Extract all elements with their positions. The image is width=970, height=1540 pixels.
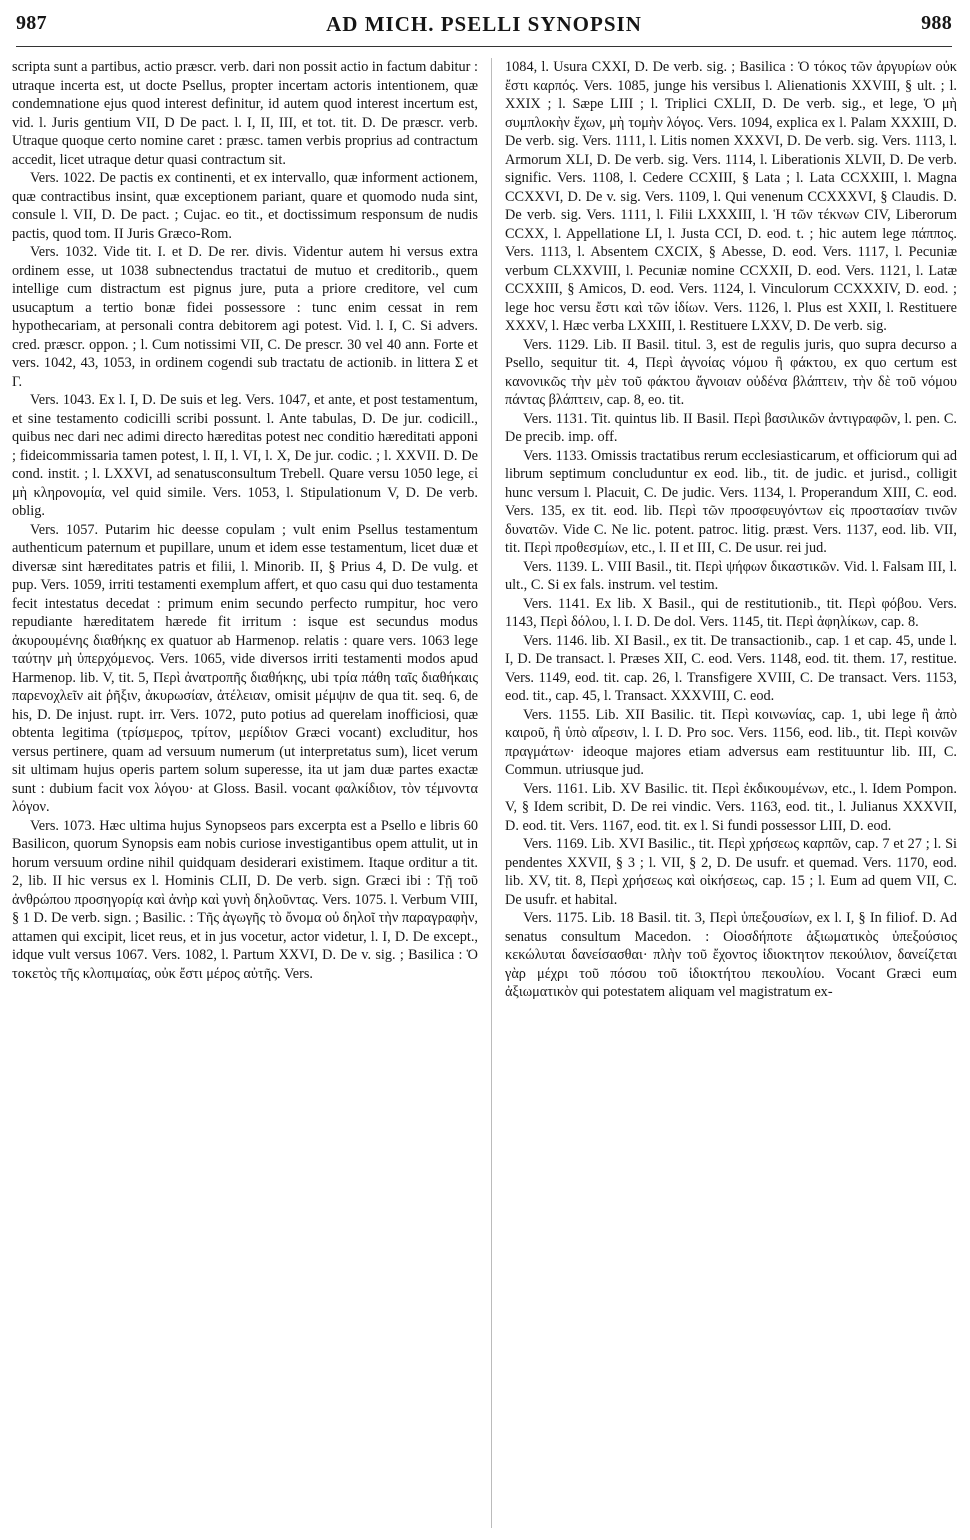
paragraph: Vers. 1129. Lib. II Basil. titul. 3, est de regulis juris, quo supra decurso a Psello, sequitur tit. 4, Περὶ ἀγνοίας νόμου ἢ φάκτου, ex quo certum est κανονικῶς τὴν μὲν τοῦ φάκτου ἄγνοιαν οὐδένα βλάπτειν, τὴν δὲ τοῦ νόμου πάντας βλάπτειν, cap. 8, eo. tit.	[505, 336, 957, 408]
paragraph: Vers. 1032. Vide tit. I. et D. De rer. divis. Videntur autem hi versus extra ordinem esse, ut 1038 subnectendus tractatui de mutuo et creditorib., quem intellige cum distractum est pignus jure, puta a priore creditore, vel cum usucaptum a tertio bonæ fidei possessore : tunc enim cessat in rem hypothecariam, at personali contra debitorem agi potest. Vid. l. I, C. Si advers. cred. præscr. oppon. ; l. Cum notissimi VII, C. De prescr. 30 vel 40 ann. Forte et vers. 1042, 43, 1053, in ordinem cogendi sub tractatu de actionib. in littera Σ et Γ.	[12, 244, 478, 390]
paragraph: Vers. 1022. De pactis ex continenti, et ex intervallo, quæ informent actionem, quæ contractibus insint, quæ exceptionem pariant, quare et quomodo nuda sint, consule l. VII, D. De pact. ; Cujac. eo tit., et doctissimum responsum de nudis pactis, quod tom. II Juris Græco-Rom.	[12, 170, 478, 242]
paragraph: Vers. 1141. Ex lib. X Basil., qui de restitutionib., tit. Περὶ φόβου. Vers. 1143, Περὶ δόλου, l. I. D. De dol. Vers. 1145, tit. Περὶ ἀφηλίκων, cap. 8.	[505, 595, 957, 630]
right-column	[505, 58, 957, 1532]
paragraph: Vers. 1139. L. VIII Basil., tit. Περὶ ψήφων δικαστικῶν. Vid. l. Falsam III, l. ult., C. Si ex fals. instrum. vel testim.	[505, 558, 957, 593]
paragraph: scripta sunt a partibus, actio præscr. verb. dari non possit actio in factum dabitur : utraque incerta est, ut docte Psellus, propter incertam actoris intentionem, quæ condemnatione ejus quod interest definitur, id autem quod interest incertum est, vid. l. Juris gentium VII, D De pact. l. I, II, III, et tot. tit. D. De præscr. verb. Utraque quoque certo nomine caret : præsc. tamen verbis proprius ad contractum accedit, licet utraque detur quasi contractum sit.	[12, 59, 478, 168]
paragraph: Vers. 1155. Lib. XII Basilic. tit. Περὶ κοινωνίας, cap. 1, ubi lege ἢ ἀπὸ καιροῦ, ἢ ὑπὸ αἵρεσιν, l. I. D. Pro soc. Vers. 1156, eod. lib., tit. Περὶ κοινῶν πραγμάτων· ideoque majores etiam adversus eam restituuntur lib. III, C. Commun. utriusque jud.	[505, 706, 957, 778]
paragraph: Vers. 1057. Putarim hic deesse copulam ; vult enim Psellus testamentum authenticum paternum et pupillare, unum et idem esse testamentum, licet duæ et diversæ sint hæreditates patris et filii, l. Minorib. II, § Prius 4, D. De vulg. et pup. Vers. 1059, irriti testamenti exemplum affert, et quo casu qui duo testamenta fecit intestatus decedat : primum enim secundo perfecto rumpitur, hoc vero repudiante hæreditatem hærede fit irritum : isque est secundus modus ἀκυρουμένης διαθήκης ex quatuor ab Harmenop. relatis : quare vers. 1063 lege ταύτην μὴ ὑπερχόμενος. Vers. 1065, vide diversos irriti testamenti modos apud Harmenop. lib. V, tit. 5, Περὶ ἀνατροπῆς διαθήκης, ubi τρία πάθη ταῖς διαθήκαις παρενοχλεῖν ait ῥῆξιν, ἀκυρωσίαν, ἀτέλειαν, omisit μέμψιν de qua tit. seq. 6, de his, D. De injust. rupt. irr. Vers. 1072, puto potius ad querelam inofficiosi, quæ obtenta legitima (τρίσμερος, τρίτον, μερίδιον Græci vocant) excluditur, hos versus pertinere, quam ad versuum numerum (ut interpretatus sum), licet verum sit ultimam hujus operis partem solum superesse, ita ut jam duæ partes exactæ sunt : dubium facit vox λόγου· at Gloss. Basil. vocant φαλκίδιον, τὸν τέμνοντα λόγον.	[12, 521, 478, 815]
paragraph: 1084, l. Usura CXXI, D. De verb. sig. ; Basilica : Ὁ τόκος τῶν ἀργυρίων οὐκ ἔστι καρπός. Vers. 1085, junge his versibus l. Alienationis XXVIII, § ult. ; l. XXIX ; l. Sæpe LIII ; l. Triplici CXLII, D. De verb. sig., et lege, Ὁ μὴ συμπλοκὴν ἔχων, μὴ τομὴν λόγος. Vers. 1094, explica ex l. Palam XXXIII, D. De verb. sig. Vers. 1111, l. Litis nomen XXXVI, D. De verb. sig. Vers. 1113, l. Armorum XLI, D. De verb. sig. Vers. 1114, l. Liberationis XLVII, D. De verb. signific. Vers. 1108, l. Cedere CCXIII, § Lata ; l. Lata CCXXIII, l. Magna CCXXVI, D. De v. sig. Vers. 1109, l. Qui venenum CCXXXVI, § Claudis. D. De verb. sig. Vers. 1111, l. Filii LXXXIII, l. Ἡ τῶν τέκνων CIV, Liberorum CCXX, l. Appellatione LI, l. Justa CCI, D. eod. t. ; hic autem lege πάππος. Vers. 1113, l. Absentem CXCIX, § Abesse, D. eod. Vers. 1117, l. Pecuniæ verbum CLXXVIII, l. Pecuniæ nomine CCXXII, D. eod. Vers. 1121, l. Latæ CCXXIII, § Amicos, D. eod. Vers. 1124, l. Vinculorum CCXXXIV, D. eod. ; lege hoc versu ἔστι καὶ τῶν ἰδίων. Vers. 1126, l. Plus est XXII, l. Restituere XXXV, l. Hæc verba LXXIII, l. Restituere LXXV, D. De verb. sig.	[505, 59, 957, 334]
page-number-right: 988	[921, 12, 952, 34]
page-number-left: 987	[16, 12, 47, 34]
paragraph: Vers. 1146. lib. XI Basil., ex tit. De transactionib., cap. 1 et cap. 45, unde l. I, D. De transact. l. Præses XII, C. eod. Vers. 1148, eod. tit. them. 17, restitue. Vers. 1149, eod. tit. cap. 26, l. Transfigere XVIII, C. De transact. Vers. 1153, eod. tit., cap. 45, l. Transact. XXXVIII, C. eod.	[505, 632, 957, 704]
left-column	[12, 58, 478, 1532]
paragraph: Vers. 1175. Lib. 18 Basil. tit. 3, Περὶ ὑπεξουσίων, ex l. I, § In filiof. D. Ad senatus consultum Macedon. : Οἰοσδήποτε ἀξιωματικὸς ὑπεξούσιος κεκώλυται δανείσασθαι· πλὴν τοῦ ἔχοντος ἰδιοκτητον πεκούλιον, δανείζεται γὰρ μέχρι τοῦ πόσου τοῦ ἰδιοκτήτου πεκουλίου. Vocant Græci eum ἀξιωματικὸν qui potestatem aliquam vel magistratum ex-	[505, 910, 957, 1000]
paragraph: Vers. 1043. Ex l. I, D. De suis et leg. Vers. 1047, et ante, et post testamentum, et sine testamento codicilli scribi possunt. l. Ante tabulas, D. De jur. codicill., quibus nec dari nec adimi directo hæreditas potest nec conditio hæreditati apponi ; fideicommissaria tamen potest, l. II, l. VI, l. X, De jur. codic. ; l. XXVII. D. De cond. instit. ; l. LXXVI, ad senatusconsultum Trebell. Quare versu 1050 lege, εἰ μὴ κληρονομία, vel quid simile. Vers. 1053, l. Stipulationum V, D. De verb. oblig.	[12, 392, 478, 519]
paragraph: Vers. 1169. Lib. XVI Basilic., tit. Περὶ χρήσεως καρπῶν, cap. 7 et 27 ; l. Si pendentes XXVII, § 3 ; l. VII, § 2, D. De usufr. et quemad. Vers. 1170, eod. lib. XV, tit. 8, Περὶ χρήσεως καὶ οἰκήσεως, cap. 15 ; l. Eum ad quem VII, C. De usufr. et habital.	[505, 836, 957, 908]
paragraph: Vers. 1131. Tit. quintus lib. II Basil. Περὶ βασιλικῶν ἀντιγραφῶν, l. pen. C. De precib. imp. off.	[505, 410, 957, 445]
paragraph: Vers. 1161. Lib. XV Basilic. tit. Περὶ ἐκδικουμένων, etc., l. Idem Pompon. V, § Idem scribit, D. De rei vindic. Vers. 1163, eod. tit., l. Julianus XXXVII, D. eod. tit. Vers. 1167, eod. tit. ex l. Si fundi possessor LIII, D. eod.	[505, 780, 957, 834]
running-header	[16, 6, 952, 47]
column-divider	[491, 58, 492, 1528]
paragraph: Vers. 1073. Hæc ultima hujus Synopseos pars excerpta est a Psello e libris 60 Basilicon, quorum Synopsis eam nobis curiose investigantibus opem attulit, ut in horum versuum ordine nihil quidquam desiderari existimem. Itaque orditur a tit. 2, lib. II hic versus ex l. Hominis CLII, D. De verb. sign. Græci ibi : Τῇ τοῦ ἀνθρώπου προσηγορίᾳ καὶ ἀνὴρ καὶ γυνὴ δηλοῦντας. Vers. 1075. l. Verbum VIII, § 1 D. De verb. sign. ; Basilic. : Τῆς ἀγωγῆς τὸ ὄνομα οὐ δηλοῖ τὴν παραγραφὴν, attamen qui excipit, licet reus, et in jus vocetur, actor videtur, l. I, D. De except., idque vult versus 1067. Vers. 1082, l. Partum XXVI, D. De v. sig. ; Basilica : Ὁ τοκετὸς τῆς κλοπιμαίας, οὐκ ἔστι μέρος αὐτῆς. Vers.	[12, 817, 478, 982]
paragraph: Vers. 1133. Omissis tractatibus rerum ecclesiasticarum, et officiorum qui ad librum septimum concluduntur ex eod. lib., tit. de judic. et jurisd., colligit hunc versum l. Placuit, C. De judic. Vers. 1134, l. Properandum XIII, C. eod. Vers. 135, ex tit. eod. lib. Περὶ τῶν προσφευγόντων εἰς προστασίαν τινῶν δυνατῶν. Vide C. Ne lic. potent. patroc. litig. præst. Vers. 1137, eod. lib. VII, tit. Περὶ προθεσμίων, etc., l. II et III, C. De usur. rei jud.	[505, 447, 957, 556]
running-title: AD MICH. PSELLI SYNOPSIN	[326, 12, 642, 36]
